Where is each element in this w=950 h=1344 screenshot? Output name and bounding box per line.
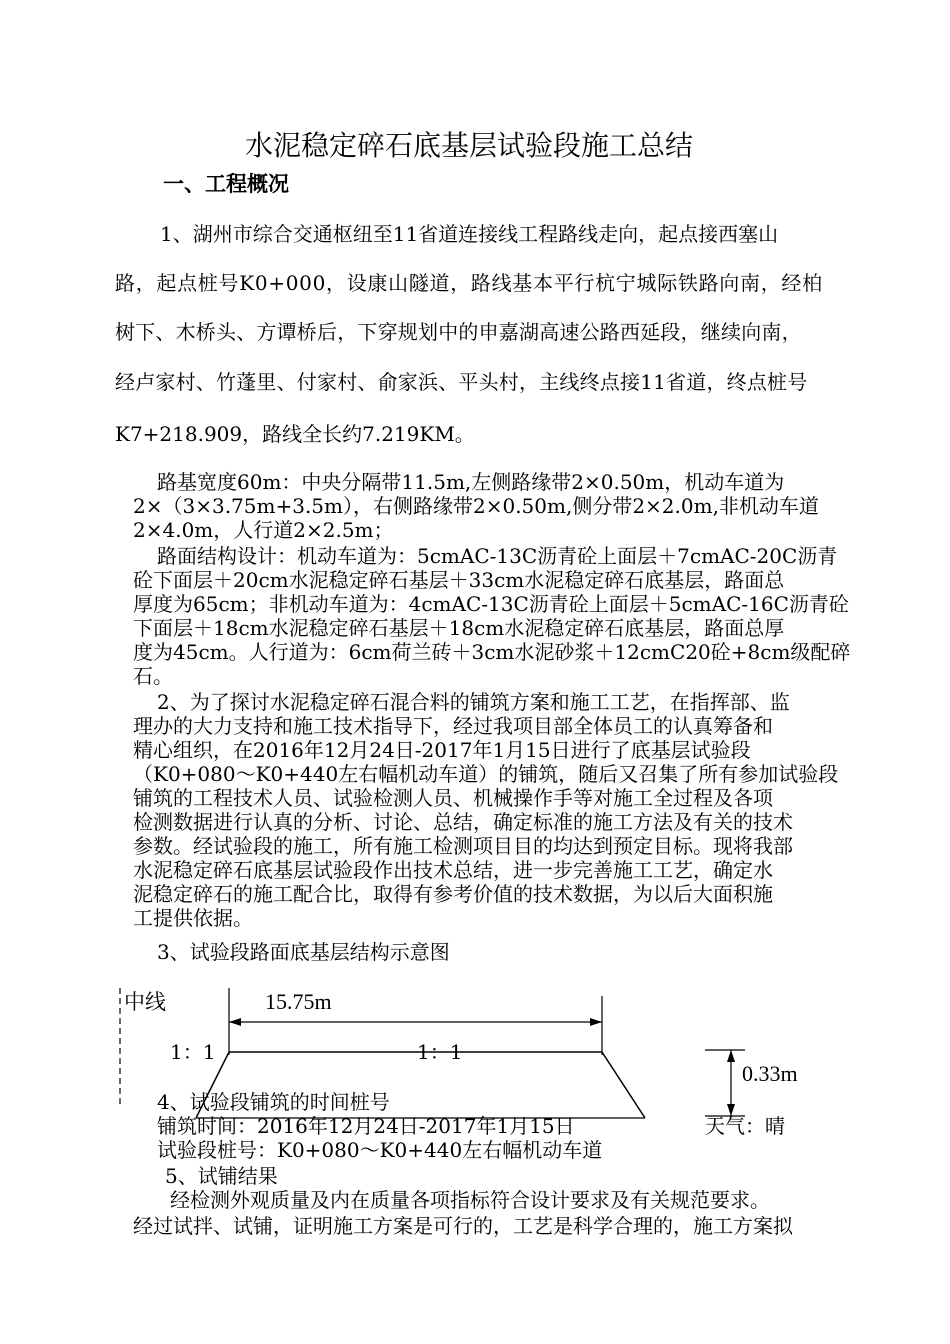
roadbed-line: 路基宽度60m：中央分隔带11.5m,左侧路缘带2×0.50m，机动车道为	[157, 470, 785, 494]
width-arrow-left	[229, 1018, 241, 1026]
purpose-line: 精心组织，在2016年12月24日-2017年1月15日进行了底基层试验段	[133, 738, 751, 762]
purpose-line: 工提供依据。	[133, 906, 253, 930]
thickness-arrow-top	[727, 1050, 735, 1062]
pavement-line: 度为45cm。人行道为：6cm荷兰砖＋3cm水泥砂浆＋12cmC20砼+8cm级配碎	[133, 640, 851, 664]
thickness-label: 0.33m	[742, 1061, 798, 1086]
trapezoid-right-slope	[602, 1052, 645, 1118]
paving-time: 铺筑时间：2016年12月24日-2017年1月15日	[157, 1114, 575, 1138]
purpose-line: （K0+080～K0+440左右幅机动车道）的铺筑，随后又召集了所有参加试验段	[133, 762, 839, 786]
page-title: 水泥稳定碎石底基层试验段施工总结	[245, 129, 694, 162]
width-label: 15.75m	[265, 989, 332, 1014]
purpose-line: 检测数据进行认真的分析、讨论、总结，确定标准的施工方法及有关的技术	[133, 810, 793, 834]
route-line: 树下、木桥头、方谭桥后，下穿规划中的申嘉湖高速公路西延段，继续向南，	[115, 320, 802, 344]
section5-heading: 5、试铺结果	[165, 1164, 278, 1188]
trial-station: 试验段桩号：K0+080～K0+440左右幅机动车道	[157, 1138, 603, 1162]
width-arrow-right	[590, 1018, 602, 1026]
weather: 天气：晴	[705, 1114, 785, 1138]
purpose-line: 理办的大力支持和施工技术指导下，经过我项目部全体员工的认真筹备和	[133, 714, 773, 738]
pavement-line: 下面层＋18cm水泥稳定碎石基层＋18cm水泥稳定碎石底基层，路面总厚	[133, 616, 785, 640]
route-line: 1、湖州市综合交通枢纽至11省道连接线工程路线走向，起点接西塞山	[160, 222, 779, 246]
purpose-line: 泥稳定碎石的施工配合比，取得有参考价值的技术数据，为以后大面积施	[133, 882, 773, 906]
route-line: K7+218.909，路线全长约7.219KM。	[115, 422, 475, 446]
section-heading-overview: 一、工程概况	[163, 172, 289, 196]
diagram-caption: 3、试验段路面底基层结构示意图	[157, 940, 450, 964]
route-line: 经卢家村、竹蓬里、付家村、俞家浜、平头村，主线终点接11省道，终点桩号	[115, 370, 808, 394]
slope-left-label: 1：1	[170, 1040, 216, 1064]
result-line: 经过试拌、试铺，证明施工方案是可行的，工艺是科学合理的，施工方案拟	[133, 1214, 793, 1238]
pavement-line: 石。	[133, 664, 173, 688]
purpose-line: 铺筑的工程技术人员、试验检测人员、机械操作手等对施工全过程及各项	[133, 786, 773, 810]
purpose-line: 2、为了探讨水泥稳定碎石混合料的铺筑方案和施工工艺，在指挥部、监	[157, 690, 790, 714]
centerline-label: 中线	[124, 990, 166, 1014]
pavement-line: 砼下面层＋20cm水泥稳定碎石基层＋33cm水泥稳定碎石底基层，路面总	[133, 568, 785, 592]
pavement-line: 路面结构设计：机动车道为：5cmAC-13C沥青砼上面层＋7cmAC-20C沥青	[157, 544, 838, 568]
route-line: 路，起点桩号K0+000，设康山隧道，路线基本平行杭宁城际铁路向南，经柏	[115, 271, 823, 295]
roadbed-line: 2×（3×3.75m+3.5m），右侧路缘带2×0.50m,侧分带2×2.0m,非机动车道	[133, 494, 819, 518]
roadbed-line: 2×4.0m，人行道2×2.5m；	[133, 518, 394, 542]
slope-right-label: 1：1	[417, 1040, 463, 1064]
purpose-line: 参数。经试验段的施工，所有施工检测项目目的均达到预定目标。现将我部	[133, 834, 793, 858]
purpose-line: 水泥稳定碎石底基层试验段作出技术总结，进一步完善施工工艺，确定水	[133, 858, 773, 882]
pavement-line: 厚度为65cm；非机动车道为：4cmAC-13C沥青砼上面层＋5cmAC-16C沥青砼	[133, 592, 849, 616]
result-line: 经检测外观质量及内在质量各项指标符合设计要求及有关规范要求。	[170, 1188, 770, 1212]
section4-heading: 4、试验段铺筑的时间桩号	[157, 1090, 390, 1114]
